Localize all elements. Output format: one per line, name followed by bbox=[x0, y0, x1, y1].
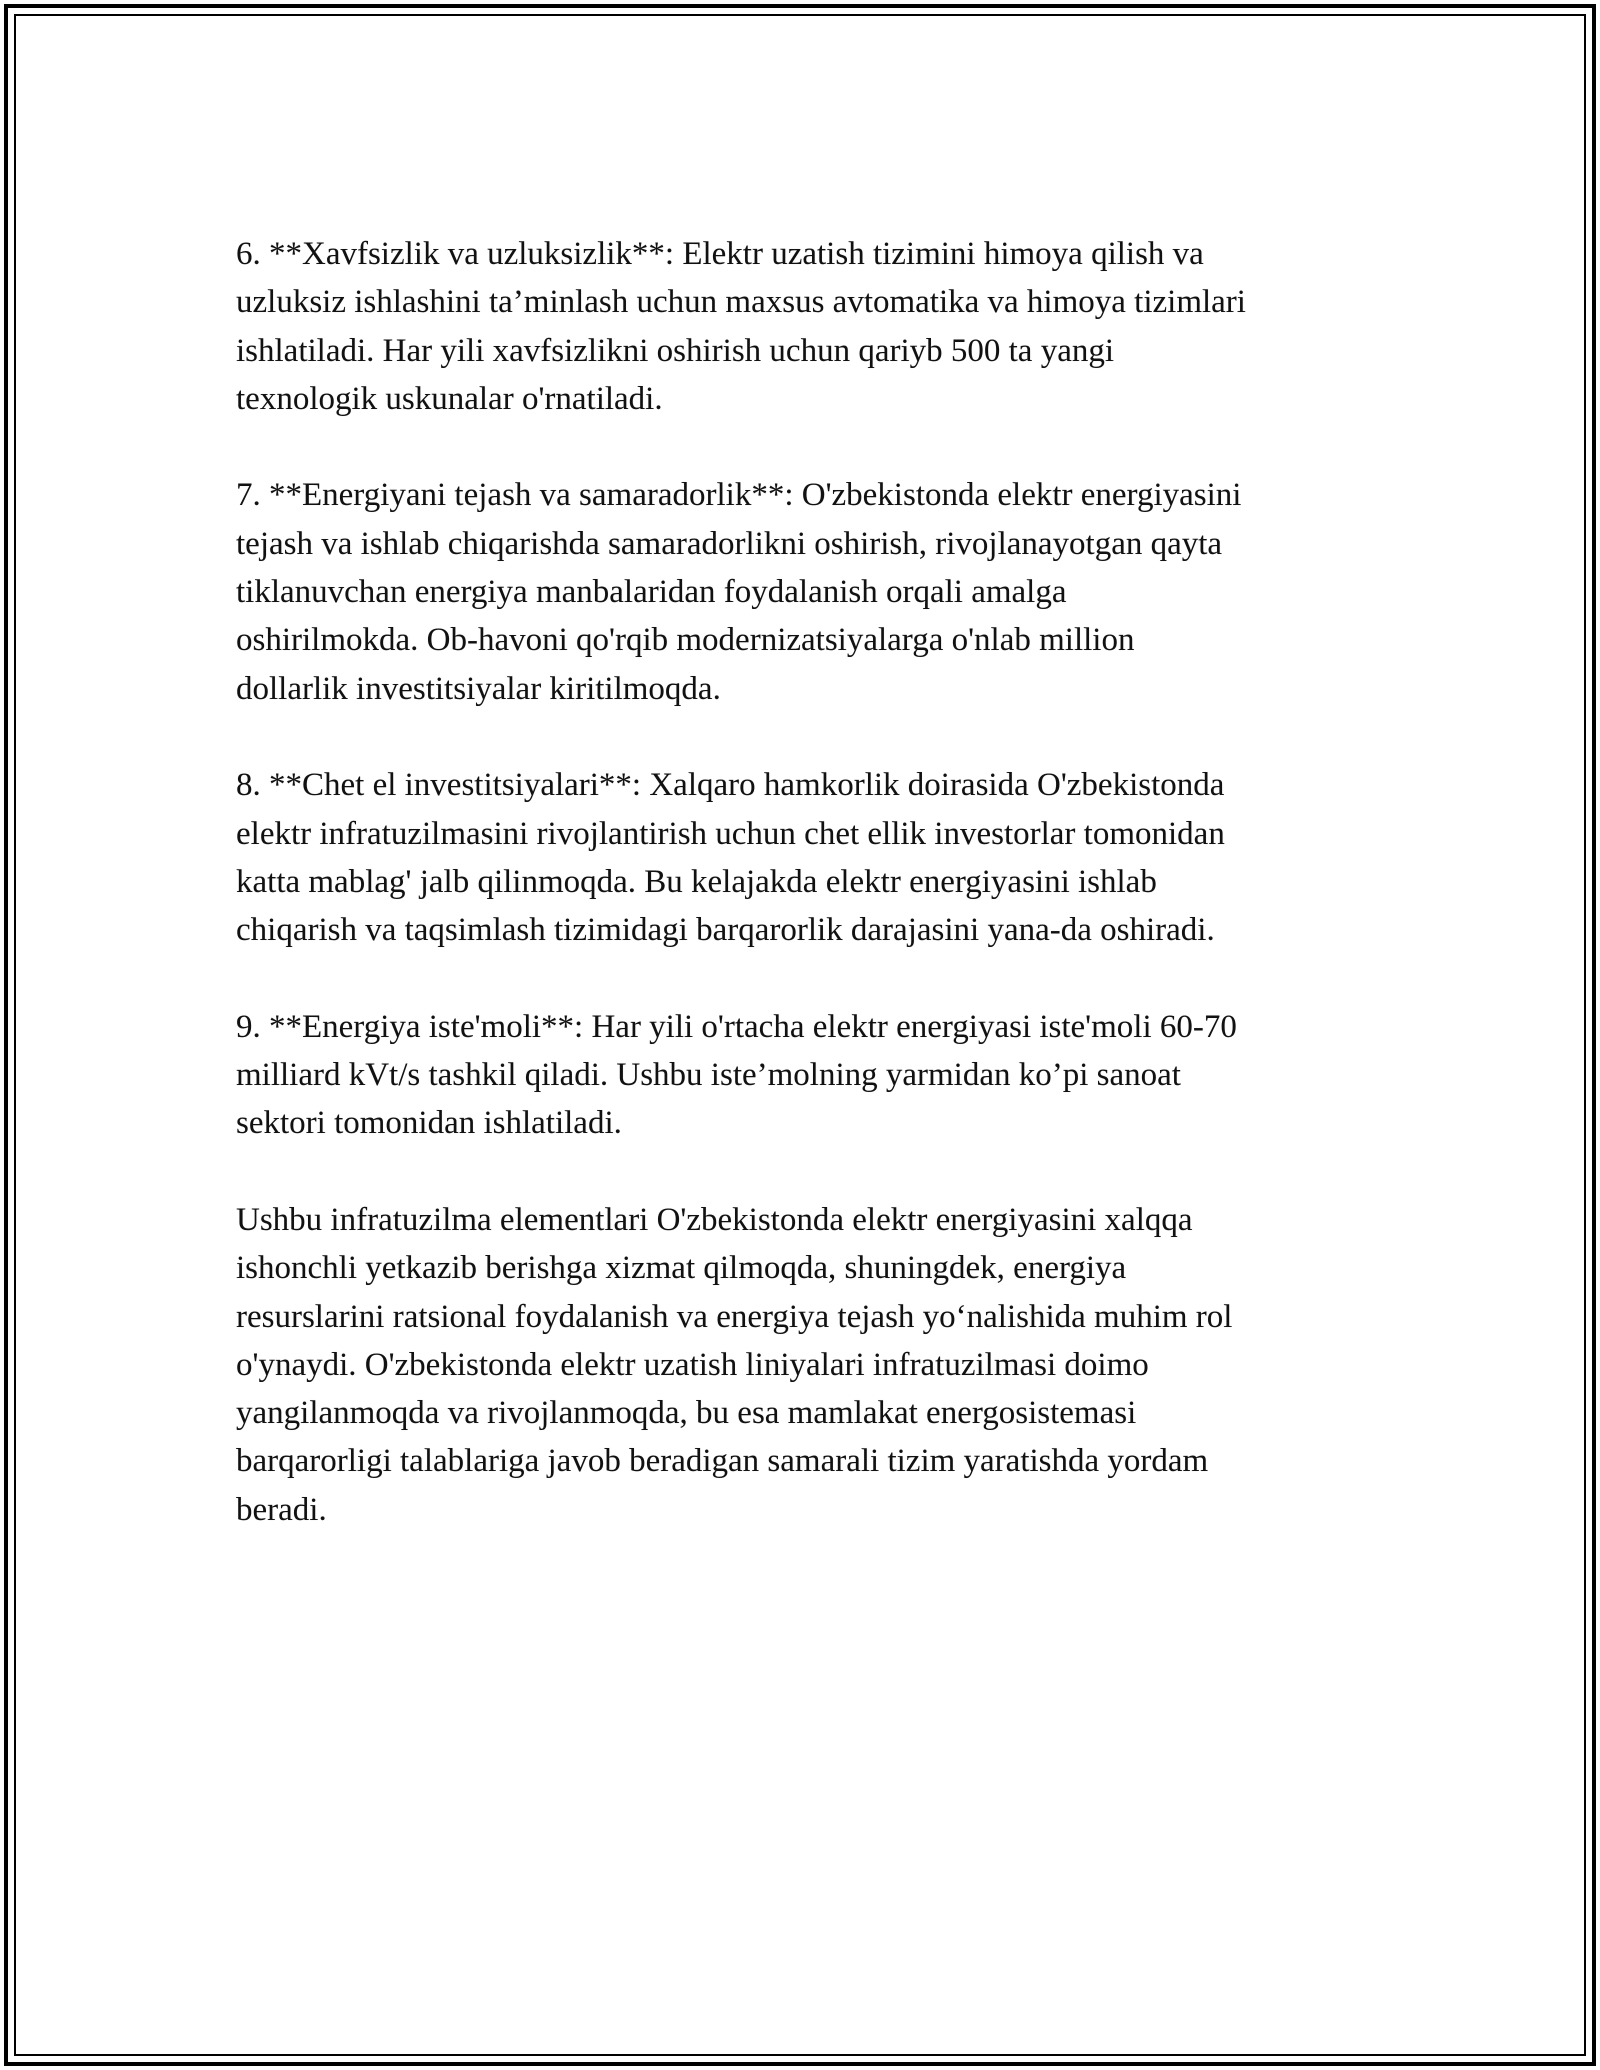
paragraph-line: dollarlik investitsiyalar kiritilmoqda. bbox=[236, 670, 721, 707]
paragraph-6 bbox=[236, 230, 1386, 423]
paragraph-7 bbox=[236, 471, 1386, 712]
paragraph-line: tiklanuvchan energiya manbalaridan foydalanish orqali amalga bbox=[236, 574, 1067, 611]
paragraph-line: barqarorligi talablariga javob beradigan samarali tizim yaratishda yordam bbox=[236, 1443, 1209, 1480]
paragraph-9 bbox=[236, 1003, 1386, 1148]
paragraph-8 bbox=[236, 761, 1386, 954]
document-body bbox=[236, 230, 1386, 1582]
paragraph-line: tejash va ishlab chiqarishda samaradorlikni oshirish, rivojlanayotgan qayta bbox=[236, 525, 1223, 562]
paragraph-line: sektori tomonidan ishlatiladi. bbox=[236, 1105, 622, 1142]
paragraph-line: 8. **Chet el investitsiyalari**: Xalqaro hamkorlik doirasida O'zbekistonda bbox=[236, 767, 1225, 804]
paragraph-line: chiqarish va taqsimlash tizimidagi barqarorlik darajasini yana-da oshiradi. bbox=[236, 912, 1215, 949]
paragraph-line: elektr infratuzilmasini rivojlantirish uchun chet ellik investorlar tomonidan bbox=[236, 815, 1225, 852]
paragraph-line: milliard kVt/s tashkil qiladi. Ushbu iste’molning yarmidan ko’pi sanoat bbox=[236, 1057, 1181, 1094]
paragraph-line: texnologik uskunalar o'rnatiladi. bbox=[236, 380, 663, 417]
paragraph-conclusion bbox=[236, 1196, 1386, 1534]
paragraph-line: resurslarini ratsional foydalanish va energiya tejash yo‘nalishida muhim rol bbox=[236, 1298, 1233, 1335]
paragraph-line: 6. **Xavfsizlik va uzluksizlik**: Elektr uzatish tizimini himoya qilish va bbox=[236, 236, 1204, 272]
paragraph-line: ishlatiladi. Har yili xavfsizlikni oshirish uchun qariyb 500 ta yangi bbox=[236, 332, 1115, 369]
paragraph-line: Ushbu infratuzilma elementlari O'zbekistonda elektr energiyasini xalqqa bbox=[236, 1201, 1193, 1238]
paragraph-line: 9. **Energiya iste'moli**: Har yili o'rtacha elektr energiyasi iste'moli 60-70 bbox=[236, 1008, 1237, 1045]
paragraph-line: 7. **Energiyani tejash va samaradorlik**: O'zbekistonda elektr energiyasini bbox=[236, 477, 1242, 514]
paragraph-line: uzluksiz ishlashini ta’minlash uchun maxsus avtomatika va himoya tizimlari bbox=[236, 284, 1246, 321]
paragraph-line: ishonchli yetkazib berishga xizmat qilmoqda, shuningdek, energiya bbox=[236, 1250, 1127, 1287]
paragraph-line: katta mablag' jalb qilinmoqda. Bu kelajakda elektr energiyasini ishlab bbox=[236, 863, 1157, 900]
paragraph-line: o'ynaydi. O'zbekistonda elektr uzatish liniyalari infratuzilmasi doimo bbox=[236, 1346, 1149, 1383]
paragraph-line: yangilanmoqda va rivojlanmoqda, bu esa mamlakat energosistemasi bbox=[236, 1395, 1137, 1432]
paragraph-line: beradi. bbox=[236, 1491, 327, 1528]
paragraph-line: oshirilmokda. Ob-havoni qo'rqib modernizatsiyalarga o'nlab million bbox=[236, 622, 1135, 659]
